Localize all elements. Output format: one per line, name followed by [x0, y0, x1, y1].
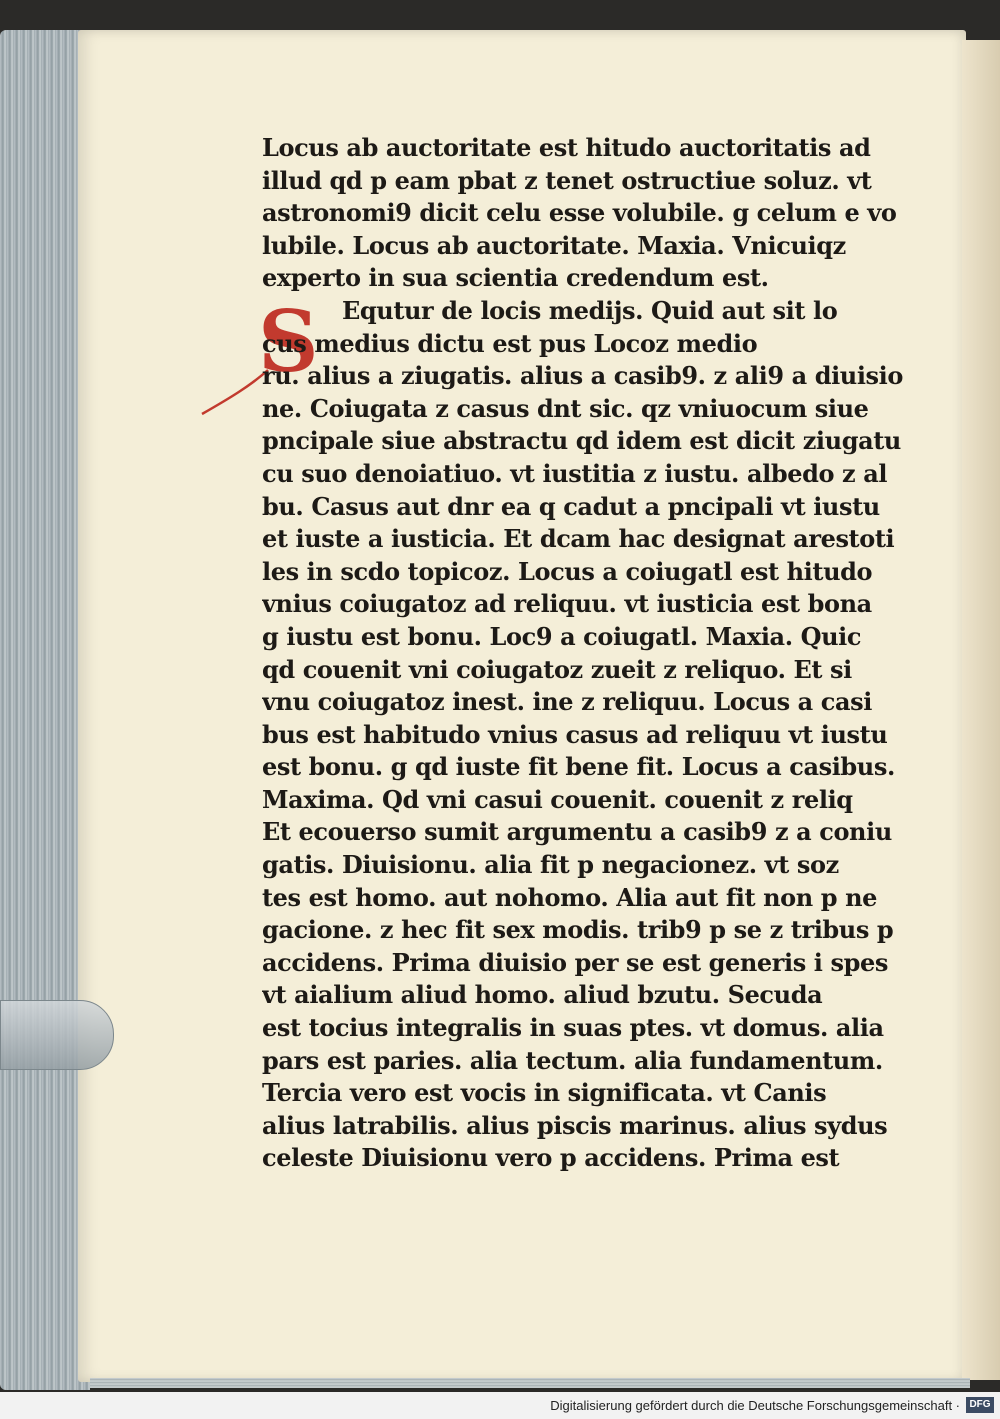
text-line: gatis. Diuisionu. alia fit p negacionez. vt soz — [262, 850, 839, 880]
text-line: gacione. z hec fit sex modis. trib9 p se z tribus p — [262, 915, 894, 945]
footer-bar — [0, 1392, 1000, 1419]
book-clasp-strap — [0, 1000, 114, 1070]
text-line: est bonu. g qd iuste fit bene fit. Locus a casibus. — [262, 752, 895, 782]
text-line: est tocius integralis in suas ptes. vt domus. alia — [262, 1013, 884, 1043]
text-line: alius latrabilis. alius piscis marinus. alius sydus — [262, 1110, 888, 1140]
text-line: pars est paries. alia tectum. alia fundamentum. — [262, 1045, 883, 1075]
book-page-right-edge — [962, 40, 1000, 1380]
text-line: g iustu est bonu. Loc9 a coiugatl. Maxia. Quic — [262, 621, 862, 651]
text-line: et iuste a iusticia. Et dcam hac designat arestoti — [262, 524, 895, 554]
text-line: cu suo denoiatiuo. vt iustitia z iustu. albedo z al — [262, 458, 888, 488]
text-line: bu. Casus aut dnr ea q cadut a pncipali vt iustu — [262, 491, 880, 521]
text-line: Tercia vero est vocis in significata. vt Canis — [262, 1078, 827, 1108]
text-line: lubile. Locus ab auctoritate. Maxia. Vnicuiqz — [262, 230, 846, 260]
text-line: Locus ab auctoritate est hitudo auctoritatis ad — [262, 133, 871, 162]
text-line: bus est habitudo vnius casus ad reliquu vt iustu — [262, 719, 888, 749]
text-line: qd couenit vni coiugatoz zueit z reliquo. Et si — [262, 654, 852, 684]
text-line: les in scdo topicoz. Locus a coiugatl est hitudo — [262, 556, 873, 586]
text-line: vnius coiugatoz ad reliquu. vt iusticia est bona — [262, 589, 872, 619]
text-line: celeste Diuisionu vero p accidens. Prima est — [262, 1143, 840, 1173]
text-line: pncipale siue abstractu qd idem est dicit ziugatu — [262, 426, 901, 456]
text-line: ru. alius a ziugatis. alius a casib9. z ali9 a diuisio — [262, 361, 903, 391]
text-line: Maxima. Qd vni casui couenit. couenit z reliq — [262, 784, 853, 814]
text-line: accidens. Prima diuisio per se est generis i spes — [262, 947, 888, 977]
text-line: ne. Coiugata z casus dnt sic. qz vniuocum siue — [262, 393, 869, 423]
text-line: tes est homo. aut nohomo. Alia aut fit non p ne — [262, 882, 878, 912]
book-page-bottom-edge — [90, 1378, 970, 1388]
text-line: illud qd p eam pbat z tenet ostructiue soluz. vt — [262, 165, 872, 195]
initial-flourish-icon — [200, 368, 270, 416]
text-line: experto in sua scientia credendum est. — [262, 263, 769, 293]
text-line: vnu coiugatoz inest. ine z reliquu. Locus a casi — [262, 687, 872, 717]
footer-credit-text: Digitalisierung gefördert durch die Deutsche Forschungsgemeinschaft · — [550, 1398, 960, 1413]
book-fore-edge-left — [0, 30, 90, 1390]
page-text-block — [262, 132, 912, 1175]
text-line: vt aialium aliud homo. aliud bzutu. Secuda — [262, 980, 823, 1010]
text-line: astronomi9 dicit celu esse volubile. g celum e vo — [262, 198, 897, 228]
dfg-logo: DFG — [966, 1397, 994, 1413]
text-line: Et ecouerso sumit argumentu a casib9 z a coniu — [262, 817, 892, 847]
text-line: cus medius dictu est pus Locoz medio — [262, 328, 758, 358]
red-initial-letter: S — [258, 292, 319, 391]
text-line: Equtur de locis medijs. Quid aut sit lo — [342, 295, 838, 325]
